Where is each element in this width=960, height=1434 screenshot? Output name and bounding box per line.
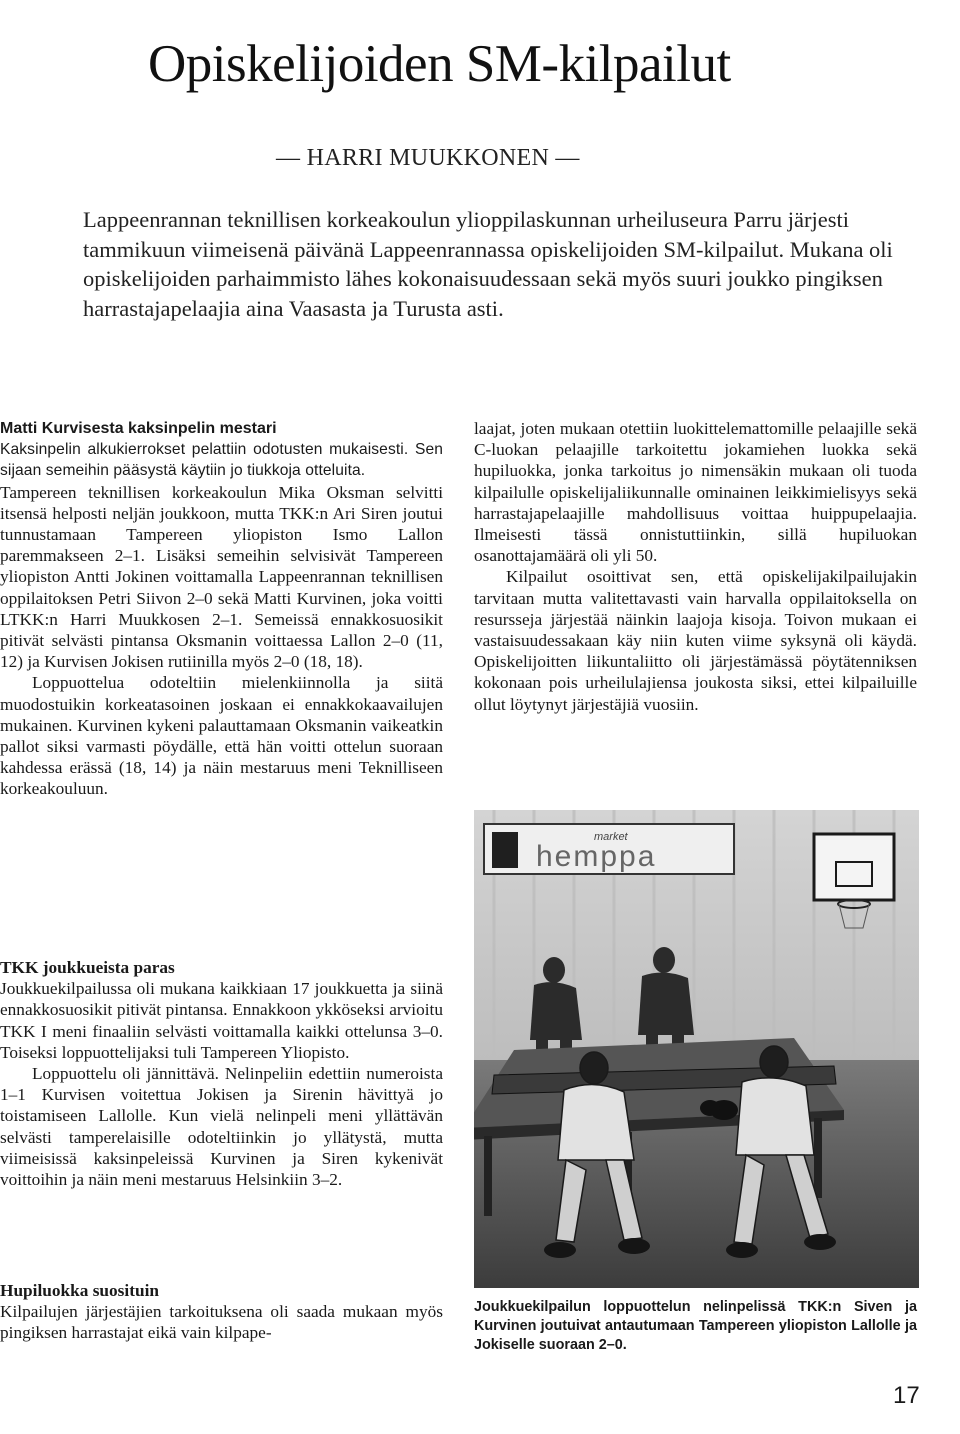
body-paragraph: Loppuottelua odoteltiin mielenkiinnolla ja siitä muodostuikin korkeatasoinen joskaan ei ennakkokaavailujen mukainen. Kurvinen kykeni palauttamaan Oksmanin vaikeatkin pallot siksi varmasti pöydälle, että hän voitti ottelun suoraan kahdessa erässä (18, 14) ja näin mestaruus meni Teknilliseen korkeakouluun. xyxy=(0,673,443,799)
left-column-section-2 xyxy=(0,957,443,1190)
section-heading: Matti Kurvisesta kaksinpelin mestari xyxy=(0,420,277,437)
sign-hemppa-text: hemppa xyxy=(536,840,657,873)
photo-caption: Joukkuekilpailun loppuottelun nelinpelissä TKK:n Siven ja Kurvinen joutuivat antautumaan Tampereen yliopiston Lallolle ja Jokiselle suoraan 2–0. xyxy=(474,1299,917,1353)
photo-illustration xyxy=(474,810,919,1288)
body-paragraph: Kilpailujen järjestäjien tarkoituksena oli saada mukaan myös pingiksen harrastajat eikä vain kilpape- xyxy=(0,1302,443,1343)
body-paragraph: laajat, joten mukaan otettiin luokittelemattomille pelaajille sekä C-luokan pelaajille tarkoitettu jokamiehen luokka sekä hupiluokka, jonka tarkoitus jo nimensäkin mukaan oli tuoda kilpailulle opiskelijaliikunnalle ominainen leikkimielisyys sekä harrastajapelaajille mahdollisuus voittaa huippupelaajia. Ilmeisesti tässä onnistuttiinkin, sillä hupiluokan osanottajamäärä oli yli 50. xyxy=(474,419,917,566)
article-title: Opiskelijoiden SM-kilpailut xyxy=(148,35,731,93)
sign-market-text: market xyxy=(594,831,628,843)
body-paragraph: Kilpailut osoittivat sen, että opiskelijakilpailujakin tarvitaan mutta valitettavasti vain harvalla oppilaitoksella on resursseja järjestää näinkin laajoja kisoja. Toivon mukaan ei vastaisuudessakaan käy niin kuten viime syksynä oli käydä. Opiskelijoitten liikuntaliitto oli järjestämässä pöytätenniksen kokonaan pois urheilulajiensa joukosta siksi, ettei kilpailuille ollut löytynyt järjestäjiä vuosiin. xyxy=(474,567,917,714)
right-column-text xyxy=(474,418,917,715)
body-paragraph: Kaksinpelin alkukierrokset pelattiin odotusten mukaisesti. Sen sijaan semeihin pääsystä käytiin jo tiukkoja otteluita. xyxy=(0,441,443,480)
section-heading: TKK joukkueista paras xyxy=(0,958,175,977)
left-column-section-1 xyxy=(0,418,443,800)
author-byline: — HARRI MUUKKONEN — xyxy=(276,145,580,171)
body-paragraph: Joukkuekilpailussa oli mukana kaikkiaan 17 joukkuetta ja siinä ennakkosuosikit pitivät pintansa. Ennakkoon ykköseksi arvioitu TKK I meni finaaliin selvästi voittamalla kaikki ottelunsa 3–0. Toiseksi loppuottelijaksi tuli Tampereen Yliopisto. xyxy=(0,979,443,1062)
table-tennis-photo xyxy=(474,810,919,1288)
page-number: 17 xyxy=(893,1382,920,1409)
left-column-section-3 xyxy=(0,1280,443,1344)
body-paragraph: Tampereen teknillisen korkeakoulun Mika Oksman selvitti itsensä helposti neljän joukkoon, mutta TKK:n Ari Siren joutui tunnustamaan Tampereen yliopiston Ismo Lallon paremmakseen 2–1. Lisäksi semeihin selvisivät Tampereen yliopiston Antti Jokinen voittamalla Lappeenrannan teknillisen oppilaitoksen Petri Siivon 2–0 sekä Matti Kurvinen, joka voitti LTKK:n Harri Muukkosen 2–1. Semeissä ennakkosuosikit pitivät selvästi pintansa Oksmanin voittaessa Lallon 2–0 (11, 12) ja Kurvisen Jokisen rutiinilla myös 2–0 (18, 18). xyxy=(0,482,443,672)
section-heading: Hupiluokka suosituin xyxy=(0,1281,159,1300)
lead-paragraph: Lappeenrannan teknillisen korkeakoulun ylioppilaskunnan urheiluseura Parru järjesti tammikuun viimeisenä päivänä Lappeenrannassa opiskelijoiden SM-kilpailut. Mukana oli opiskelijoiden parhaimmisto lähes kokonaisuudessaan sekä myös suuri joukko pingiksen harrastajapelaajia aina Vaasasta ja Turusta asti. xyxy=(83,207,893,321)
body-paragraph: Loppuottelu oli jännittävä. Nelinpeliin edettiin numeroista 1–1 Kurvisen voitettua Jokisen ja Sirenin hävittyä jo toistamiseen Lallolle. Kun vielä nelinpeli meni yllättävän selvästi tamperelaisille odoteltiinkin jo yllätystä, mutta viimeisissä kaksinpeleissä Kurvinen ja Siren kykenivät voittoihin ja näin meni mestaruus Helsinkiin 3–2. xyxy=(0,1064,443,1190)
